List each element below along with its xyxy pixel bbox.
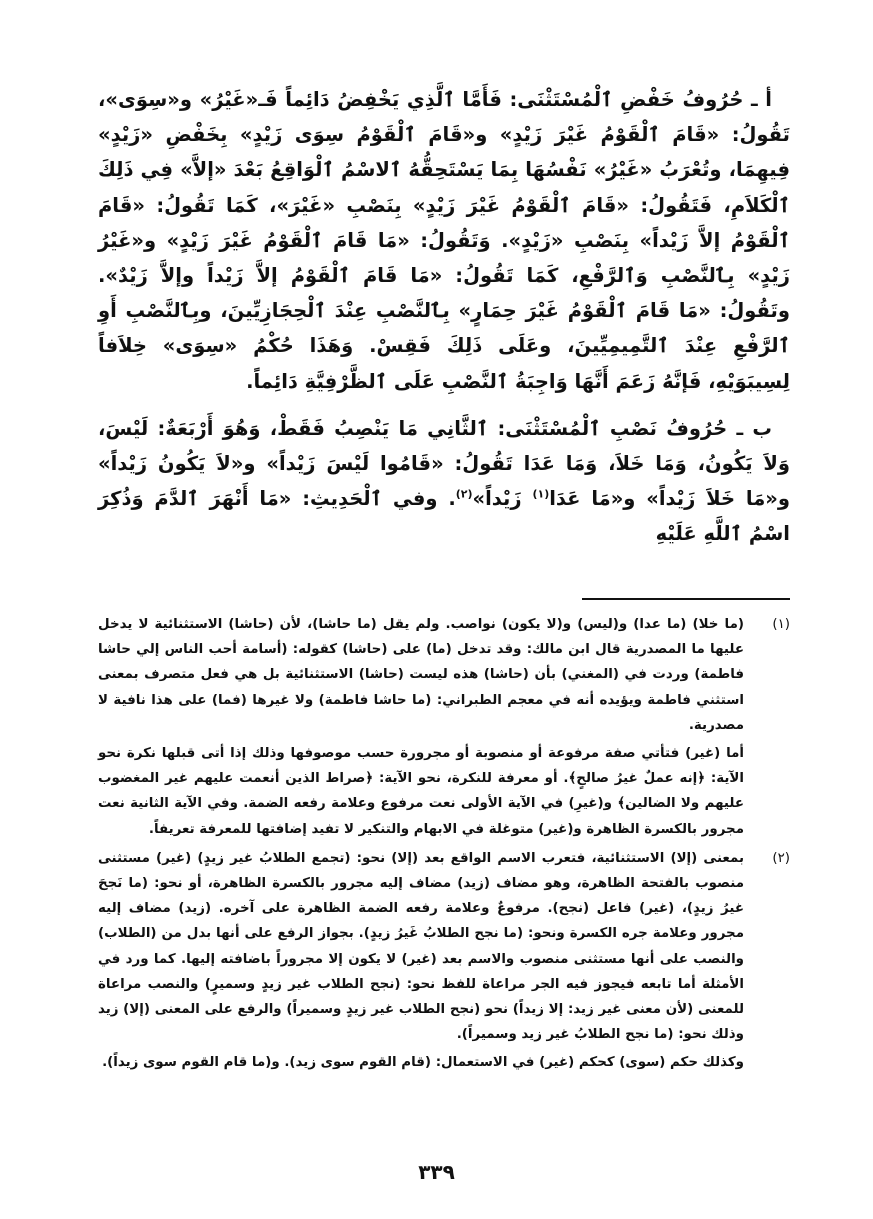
paragraph-khafd-mustathna [98, 82, 790, 399]
footnote-paragraph: بمعنى (إلا) الاستثنائية، فتعرب الاسم الواقع بعد (إلا) نحو: (تجمع الطلابُ غير زيدٍ) (غير) مستثنى منصوب بالفتحة الظاهرة، وهو مضاف (زيد) مضاف إليه مجرور بالكسرة الظاهرة، أو نحو: (ما نَجحَ غيرُ زيدٍ)، (غير) فاعل (نجح). مرفوعٌ وعلامة رفعه الضمة الظاهرة على آخره. (زيد) مضاف إليه مجرور وعلامة جره الكسرة ونحو: (ما نجح الطلابُ غَيرُ زيدٍ). بجواز الرفع على أنها بدل من (الطلاب) والنصب على أنها مستثنى منصوب والاسم بعد (غير) لا يكون إلا مجروراً باضافته إليها. كما ورد في الأمثلة أما تابعه فيجوز فيه الجر مراعاة للفظ نحو: (نجح الطلاب غير زيدٍ وسميرٍ) والنصب مراعاة للمعنى (لأن معنى غير زيد: إلا زيداً) نحو (نجح الطلاب غير زيدٍ وسميراً) والرفع على المعنى (إلا) زيد وذلك نحو: (ما نجح الطلابُ غير زيد وسميراً). [98, 850, 744, 1043]
footnote-number: (١) [772, 617, 790, 632]
paragraph-text: زَيْداً» [472, 487, 533, 511]
page-number: ٣٣٩ [418, 1160, 455, 1184]
footnote-ref-1[interactable]: (١) [532, 487, 550, 501]
section-heading-b: ب ـ حُرُوفُ نَصْبِ ٱلْمُسْتَثْنَى: [497, 416, 772, 440]
footnote-1 [98, 612, 790, 738]
footnote-body [98, 612, 744, 738]
footnotes-section [98, 612, 790, 1080]
section-heading-a: أ ـ حُرُوفُ خَفْضِ ٱلْمُسْتَثْنَى: [509, 88, 772, 111]
footnote-number: (٢) [772, 850, 790, 866]
footnote-paragraph: (ما خلا) (ما عدا) و(ليس) و(لا يكون) نواصب. ولم يقل (ما حاشا)، لأن (حاشا) الاستثنائية لا يدخل عليها ما المصدرية قال ابن مالك: وقد تدخل (ما) على (حاشا) كقوله: (أسامة أحب الناس إلي حاشا فاطمة) وردت في (المغني) بأن (حاشا) هذه ليست (حاشا) الاستثنائية بل هي فعل متصرف بمعنى استثني فاطمة ويؤيده أنه في معجم الطبراني: (ما حاشا فاطمة) ولا غيرها (فما) على هذا نافية لا مصدرية. [98, 617, 744, 733]
footnote-2 [98, 846, 790, 1048]
paragraph-nasb-mustathna [98, 411, 790, 552]
footnote-1-continuation: أما (غير) فتأتي صفة مرفوعة أو منصوبة أو مجرورة حسب موصوفها وذلك إذا أتى قبلها نكرة نحو الآية: ﴿إنه عملٌ غيرُ صالحٍ﴾. أو معرفة للنكرة، نحو الآية: ﴿صراط الذين أنعمت عليهم غير المغضوب عليهم ولا الضالين﴾ و(غيرِ) في الآية الأولى نعت مرفوع وعلامة رفعه الضمة. وفي الآية الثانية نعت مجرور بالكسرة الظاهرة و(غير) متوغلة في الابهام والتنكير لا تفيد إضافتها للمعرفة تعريفاً. [98, 746, 744, 837]
paragraph-text: فَأَمَّا ٱلَّذِي يَخْفِضُ دَائِماً فَـ«غَيْرُ» و«سِوَى»، تَقُولُ: «قَامَ ٱلْقَوْمُ غَيْرَ زَيْدٍ» و«قَامَ ٱلْقَوْمُ سِوَى زَيْدٍ» بِخَفْضِ «زَيْدٍ» فِيهِمَا، وتُعْرَبُ «غَيْرُ» نَفْسُهَا بِمَا يَسْتَحِقُّهُ ٱلاسْمُ ٱلْوَاقِعُ بَعْدَ «إلاَّ» فِي ذَلِكَ ٱلْكَلاَمِ، فَتَقُولُ: «قَامَ ٱلْقَوْمُ غَيْرَ زَيْدٍ» بِنَصْبِ «غَيْرَ»، كَمَا تَقُولُ: «قَامَ ٱلْقَوْمُ إلاَّ زَيْداً» بِنَصْبِ «زَيْدٍ». وَتَقُولُ: «مَا قَامَ ٱلْقَوْمُ غَيْرَ زَيْدٍ» و«غَيْرُ زَيْدٍ» بِٱلنَّصْبِ وَٱلرَّفْعِ، كَمَا تَقُولُ: «مَا قَامَ ٱلْقَوْمُ إلاَّ زَيْداً وإلاَّ زَيْدٌ». وتَقُولُ: «مَا قَامَ ٱلْقَوْمُ غَيْرَ حِمَارٍ» بِٱلنَّصْبِ عِنْدَ ٱلْحِجَازِيِّينَ، وبِٱلنَّصْبِ أَوِ ٱلرَّفْعِ عِنْدَ ٱلتَّمِيمِيِّينَ، وعَلَى ذَلِكَ فَقِسْ. وَهَذَا حُكْمُ «سِوَى» خِلاَفاً لِسِيبَوَيْهِ، فَإنَّهُ زَعَمَ أَنَّهَا وَاجِبَةُ ٱلنَّصْبِ عَلَى ٱلظَّرْفِيَّةِ دَائِماً. [98, 88, 790, 393]
paragraph-text: ٱلثَّانِي مَا يَنْصِبُ فَقَطْ، وَهُوَ أَرْبَعَةٌ: لَيْسَ، وَلاَ يَكُونُ، وَمَا خَلاَ، وَمَا عَدَا تَقُولُ: «قَامُوا لَيْسَ زَيْداً» و«لاَ يَكُونُ زَيْداً» و«مَا خَلاَ زَيْداً» و«مَا عَدَا [98, 416, 790, 511]
footnote-divider [582, 598, 790, 600]
footnote-body [98, 846, 744, 1048]
main-text-body [98, 82, 790, 552]
footnote-ref-2[interactable]: (٢) [455, 487, 473, 501]
paragraph-text: . وفي ٱلْحَدِيثِ: «مَا أَنْهَرَ ٱلدَّمَ وَذُكِرَ اسْمُ ٱللَّهِ عَلَيْهِ [98, 487, 790, 546]
footnote-2-continuation: وكذلك حكم (سوى) كحكم (غير) في الاستعمال: (قام القوم سوى زيد). و(ما قام القوم سوى زيداً). [102, 1055, 744, 1071]
